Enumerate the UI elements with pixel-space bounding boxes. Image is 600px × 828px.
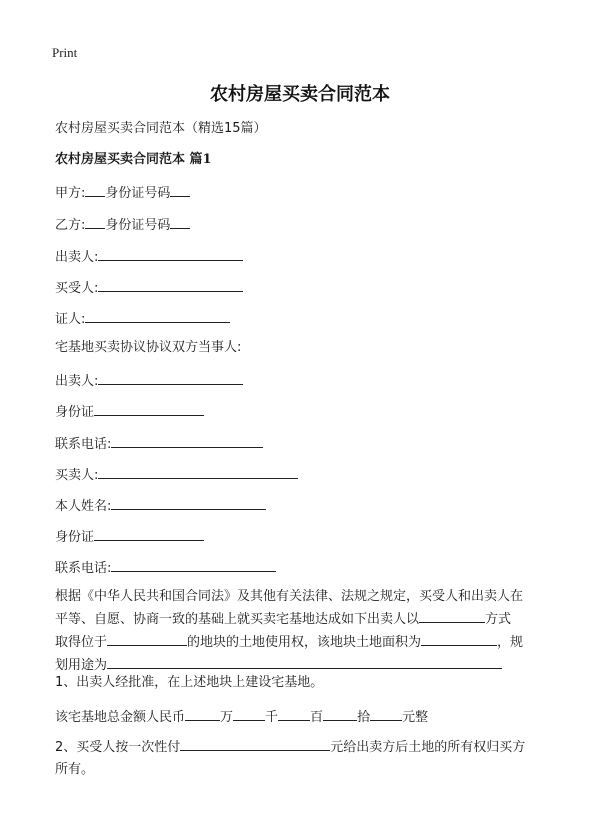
id-card2-blank [94, 526, 204, 541]
paragraph-line-3-text-a: 取得位于 [55, 635, 108, 650]
buyer-line [55, 277, 243, 298]
area-blank [421, 631, 497, 646]
seller-line [55, 246, 243, 267]
price-bai-blank [278, 706, 310, 721]
buyer2-label: 买卖人: [55, 468, 99, 483]
party-a-id-label: 身份证号码 [105, 186, 171, 201]
item-2-text-b: 元给出卖方后土地的所有权归买方 [330, 740, 526, 755]
party-b-blank [85, 214, 105, 229]
id-card2-line [55, 526, 204, 547]
phone-line [55, 433, 263, 454]
print-link[interactable]: Print [52, 45, 78, 60]
price-shi-blank [323, 706, 357, 721]
party-a-id-blank [170, 182, 190, 197]
location-blank [107, 631, 187, 646]
seller-blank [98, 246, 243, 261]
price-shi-unit: 拾 [357, 710, 371, 725]
party-b-line [55, 214, 190, 235]
seller2-blank [98, 370, 243, 385]
seller-label: 出卖人: [55, 250, 99, 265]
name-line [55, 495, 266, 516]
buyer2-blank [98, 464, 298, 479]
witness-blank [85, 308, 230, 323]
party-b-label: 乙方: [55, 218, 86, 233]
price-yuan-unit: 元整 [402, 710, 429, 725]
item-2-line-1 [55, 736, 550, 759]
phone2-line [55, 557, 276, 578]
seller2-label: 出卖人: [55, 374, 99, 389]
witness-label: 证人: [55, 312, 86, 327]
payment-blank [180, 736, 330, 751]
phone2-label: 联系电话: [55, 561, 112, 576]
phone2-blank [111, 557, 276, 572]
buyer-blank [98, 277, 243, 292]
item-2-line-2: 所有。 [55, 762, 95, 777]
party-b-id-blank [170, 214, 190, 229]
price-qian-blank [233, 706, 265, 721]
price-label: 该宅基地总金额人民币 [55, 710, 186, 725]
buyer-label: 买受人: [55, 281, 99, 296]
party-a-blank [85, 182, 105, 197]
section-title: 农村房屋买卖合同范本 篇1 [55, 152, 212, 167]
buyer2-line [55, 464, 298, 485]
agreement-parties-line: 宅基地买卖协议协议双方当事人: [55, 340, 242, 355]
price-line [55, 706, 428, 727]
paragraph-line-1: 根据《中华人民共和国合同法》及其他有关法律、法规之规定，买受人和出卖人在 [55, 589, 524, 604]
id-card-blank [94, 401, 204, 416]
item-2-text-a: 2、买受人按一次性付 [55, 740, 181, 755]
document-title: 农村房屋买卖合同范本 [210, 84, 390, 105]
price-wan-unit: 万 [220, 710, 234, 725]
paragraph-line-3 [55, 631, 550, 654]
name-blank [111, 495, 266, 510]
witness-line [55, 308, 230, 329]
id-card-label: 身份证 [55, 405, 95, 420]
item-2 [55, 736, 550, 781]
phone-label: 联系电话: [55, 437, 112, 452]
method-blank [419, 608, 485, 623]
party-b-id-label: 身份证号码 [105, 218, 171, 233]
usage-blank [107, 654, 502, 669]
paragraph-line-2-text-b: 方式 [485, 612, 512, 627]
party-a-label: 甲方: [55, 186, 86, 201]
paragraph-line-3-text-c: ，规 [497, 635, 524, 650]
seller2-line [55, 370, 243, 391]
price-qian-unit: 千 [265, 710, 279, 725]
agreement-paragraph [55, 586, 550, 677]
document-subtitle: 农村房屋买卖合同范本（精选15篇） [55, 121, 267, 136]
price-bai-unit: 百 [310, 710, 324, 725]
price-wan-blank [185, 706, 220, 721]
paragraph-line-2 [55, 608, 550, 631]
price-yuan-blank [370, 706, 402, 721]
phone-blank [111, 433, 263, 448]
item-1: 1、出卖人经批准，在上述地块上建设宅基地。 [55, 675, 324, 690]
id-card2-label: 身份证 [55, 530, 95, 545]
paragraph-line-2-text-a: 平等、自愿、协商一致的基础上就买卖宅基地达成如下出卖人以 [55, 612, 420, 627]
id-card-line [55, 401, 204, 422]
party-a-line [55, 182, 190, 203]
name-label: 本人姓名: [55, 499, 112, 514]
paragraph-line-4-text: 划用途为 [55, 658, 108, 673]
paragraph-line-3-text-b: 的地块的土地使用权，该地块土地面积为 [187, 635, 422, 650]
